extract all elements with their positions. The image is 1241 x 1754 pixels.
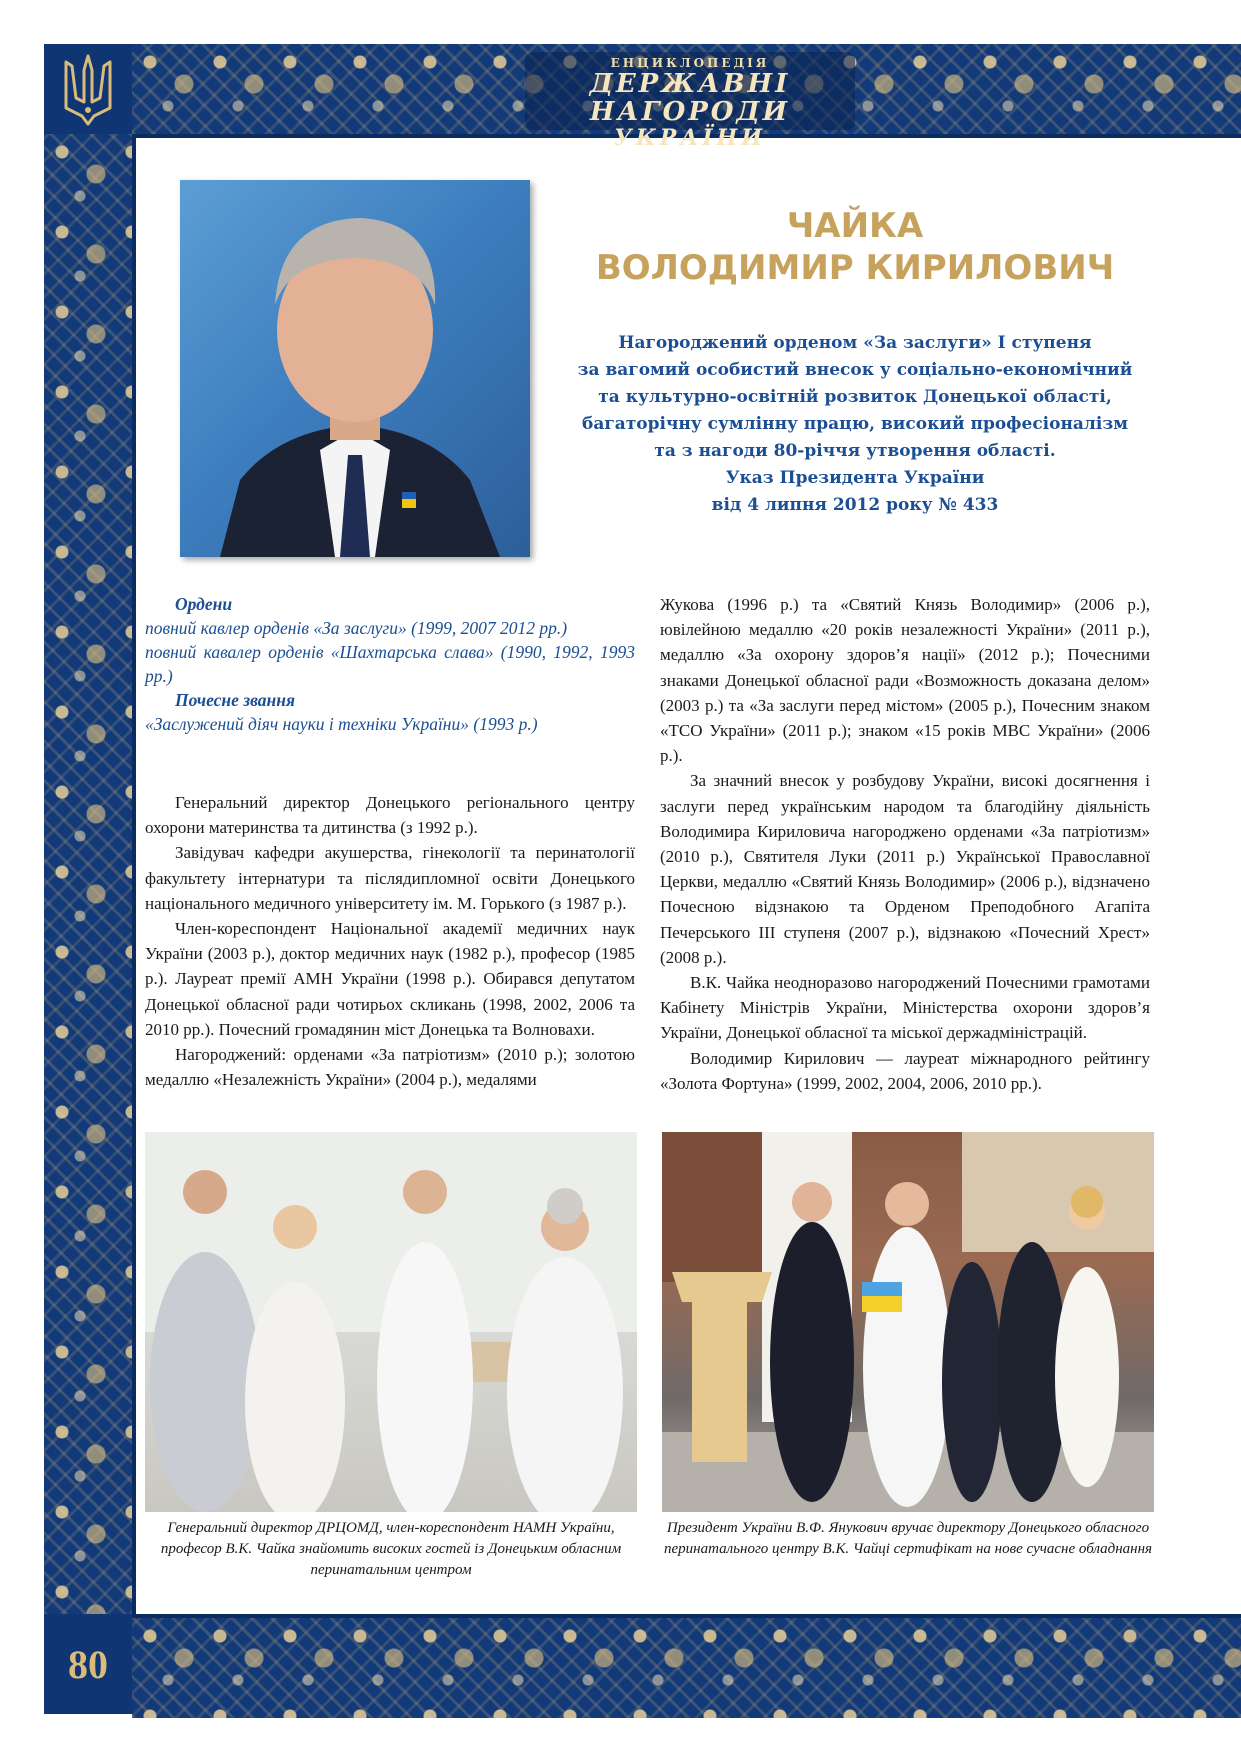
biography-left-column [145,790,635,1092]
award-line: та з нагоди 80-річчя утворення області. [654,441,1056,461]
coat-of-arms-emblem [44,44,132,134]
person-given-names: ВОЛОДИМИР КИРИЛОВИЧ [595,248,1115,288]
bio-paragraph: В.К. Чайка неодноразово нагороджений Почесними грамотами Кабінету Міністрів України, Міністерства охорони здоров’я України, Донецької обласної та міської держадміністрацій. [660,973,1150,1043]
encyclopedia-label: ЕНЦИКЛОПЕДІЯ [610,56,770,70]
portrait-illustration [180,180,530,557]
order-item: повний кавалер орденів «Шахтарська слава» (1990, 1992, 1993 рр.) [145,642,635,686]
bio-paragraph: Жукова (1996 р.) та «Святий Князь Володимир» (2006 р.), ювілейною медаллю «20 років незалежності України» (2011 р.), медаллю «За охорону здоров’я нації» (2012 р.); Почесними знаками Донецької обласної ради «Возможность доказана делом» (2003 р.) та «За заслуги перед містом» (2005 р.), Почесним знаком «ТСО України» (2011 р.); знаком «15 років МВС України» (2006 р.). [660,595,1150,766]
order-item: повний кавлер орденів «За заслуги» (1999, 2007 2012 рр.) [145,618,568,638]
photo-caption-left: Генеральний директор ДРЦОМД, член-кореспондент НАМН України, професор В.К. Чайка знайомить високих гостей із Донецьким обласним перинатальним центром [160,1520,622,1578]
award-line: багаторічну сумлінну працю, високий професіоналізм [581,414,1128,434]
award-line: від 4 липня 2012 року № 433 [711,495,999,515]
person-surname: ЧАЙКА [786,206,924,246]
ornament-bottom-border [132,1614,1241,1718]
award-statement [575,330,1135,519]
page-number-box [44,1614,132,1714]
biography-right-column [660,592,1150,1096]
award-line: за вагомий особистий внесок у соціально-економічний [577,360,1133,380]
banner-title-line1: ДЕРЖАВНІ НАГОРОДИ [589,69,791,127]
hospital-visit-photo [145,1132,637,1512]
honorary-title-item: «Заслужений діяч науки і техніки України» (1993 р.) [145,714,538,734]
photo-caption-right: Президент України В.Ф. Янукович вручає директору Донецького обласного перинатального центру В.К. Чайці сертифікат на нове сучасне обладнання [664,1520,1152,1557]
person-name [570,205,1140,289]
ornament-left-border [44,134,136,1614]
honorary-title-heading: Почесне звання [175,690,295,710]
orders-heading: Ордени [175,594,233,614]
bio-paragraph: За значний внесок у розбудову України, високі досягнення і заслуги перед українським народом та благодійну діяльність Володимира Кириловича нагороджено орденами «За патріотизм» (2010 р.), Святителя Луки (2011 р.) Української Православної Церкви, медаллю «Святий Князь Володимир» (2006 р.), відзначено Почесною відзнакою та Орденом Преподобного Агапіта Печерського III ступеня (2007 р.), відзнакою «Почесний Хрест» (2008 р.). [660,771,1150,967]
page-number: 80 [68,1641,108,1687]
orders-list [145,592,635,736]
bio-paragraph: Нагороджений: орденами «За патріотизм» (2010 р.); золотою медаллю «Незалежність України» (2004 р.), медалями [145,1045,635,1090]
bio-paragraph: Завідувач кафедри акушерства, гінекології та перинатології факультету інтернатури та післядипломної освіти Донецького національного медичного університету ім. М. Горького (з 1987 р.). [145,843,635,913]
bio-paragraph: Володимир Кирилович — лауреат міжнародного рейтингу «Золота Фортуна» (1999, 2002, 2004, 2006, 2010 рр.). [660,1048,1150,1093]
certificate-presentation-illustration [662,1132,1154,1512]
certificate-presentation-photo [662,1132,1154,1512]
award-line: Нагороджений орденом «За заслуги» І ступеня [618,333,1092,353]
portrait-photo [180,180,530,557]
banner-title-line2: УКРАЇНИ [613,125,767,151]
award-line: Указ Президента України [725,468,985,488]
bio-paragraph: Генеральний директор Донецького регіонального центру охорони материнства та дитинства (з 1992 р.). [145,793,635,838]
bio-paragraph: Член-кореспондент Національної академії медичних наук України (2003 р.), доктор медичних наук (1982 р.), професор (1985 р.). Лауреат премії АМН України (1998 р.). Обирався депутатом Донецької обласної ради чотирьох скликань (1998, 2002, 2006 та 2010 рр.). Почесний громадянин міст Донецька та Волновахи. [145,919,635,1039]
encyclopedia-banner [525,52,855,151]
trident-icon [60,52,116,126]
award-line: та культурно-освітній розвиток Донецької області, [598,387,1112,407]
hospital-visit-illustration [145,1132,637,1512]
